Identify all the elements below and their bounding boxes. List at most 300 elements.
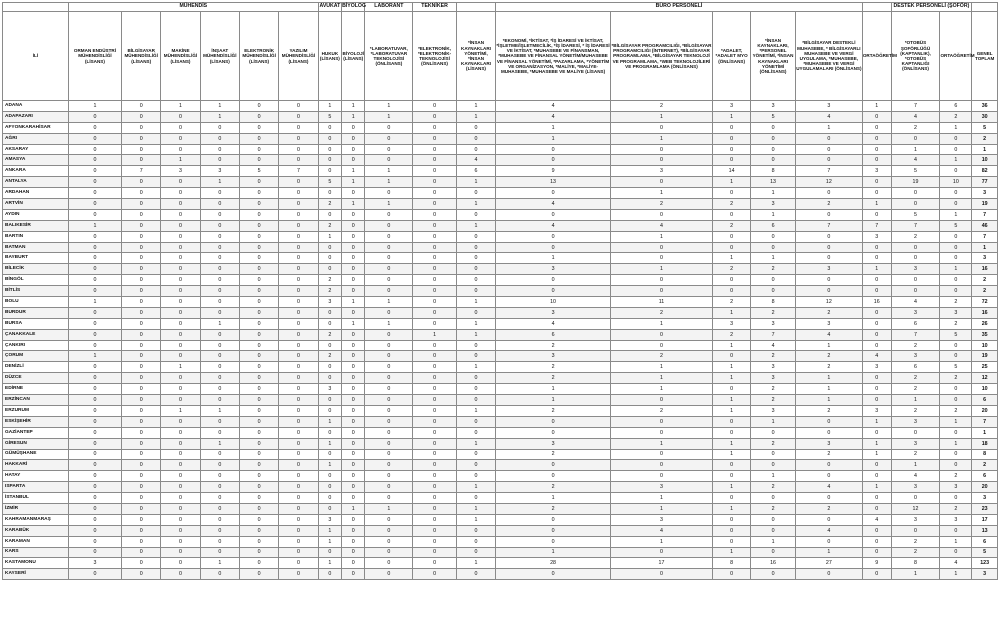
count-cell: 0	[318, 493, 341, 504]
count-cell: 1	[610, 133, 712, 144]
total-cell: 1	[972, 427, 998, 438]
total-cell: 72	[972, 297, 998, 308]
count-cell: 1	[365, 111, 413, 122]
total-cell: 3	[972, 253, 998, 264]
count-cell: 1	[456, 101, 495, 112]
count-cell: 2	[318, 351, 341, 362]
table-row	[3, 471, 998, 482]
count-cell: 4	[795, 329, 862, 340]
count-cell: 0	[940, 286, 972, 297]
count-cell: 1	[712, 177, 750, 188]
count-cell: 1	[610, 503, 712, 514]
count-cell: 0	[456, 460, 495, 471]
count-cell: 0	[122, 264, 161, 275]
count-cell: 1	[712, 503, 750, 514]
count-cell: 0	[891, 188, 940, 199]
count-cell: 12	[795, 297, 862, 308]
count-cell: 7	[891, 220, 940, 231]
count-cell: 0	[200, 373, 239, 384]
total-cell: 7	[972, 209, 998, 220]
count-cell: 0	[318, 569, 341, 580]
count-cell: 0	[318, 449, 341, 460]
count-cell: 1	[342, 177, 365, 188]
count-cell: 0	[122, 307, 161, 318]
count-cell: 0	[239, 351, 278, 362]
province-cell: İZMİR	[3, 503, 69, 514]
count-cell: 0	[795, 231, 862, 242]
count-cell: 0	[318, 503, 341, 514]
count-cell: 0	[456, 384, 495, 395]
count-cell: 0	[365, 438, 413, 449]
table-row	[3, 482, 998, 493]
count-cell: 3	[68, 558, 121, 569]
count-cell: 0	[161, 482, 200, 493]
count-cell: 0	[68, 395, 121, 406]
count-cell: 2	[891, 536, 940, 547]
table-row	[3, 449, 998, 460]
count-cell: 0	[456, 569, 495, 580]
count-cell: 0	[940, 449, 972, 460]
count-cell: 1	[751, 188, 796, 199]
count-cell: 0	[161, 177, 200, 188]
count-cell: 0	[161, 275, 200, 286]
count-cell: 0	[68, 340, 121, 351]
count-cell: 0	[68, 209, 121, 220]
count-cell: 0	[161, 199, 200, 210]
count-cell: 0	[200, 569, 239, 580]
count-cell: 0	[413, 438, 457, 449]
count-cell: 2	[610, 405, 712, 416]
count-cell: 0	[712, 133, 750, 144]
count-cell: 4	[751, 340, 796, 351]
count-cell: 4	[610, 525, 712, 536]
total-cell: 36	[972, 101, 998, 112]
province-cell: ANTALYA	[3, 177, 69, 188]
count-cell: 0	[279, 286, 318, 297]
count-cell: 3	[610, 482, 712, 493]
count-cell: 3	[891, 351, 940, 362]
column-header: BİYOLOJİ (LİSANS)	[342, 12, 365, 101]
count-cell: 0	[610, 253, 712, 264]
count-cell: 0	[496, 460, 611, 471]
count-cell: 0	[122, 427, 161, 438]
count-cell: 0	[122, 144, 161, 155]
count-cell: 0	[795, 416, 862, 427]
province-cell: BOLU	[3, 297, 69, 308]
count-cell: 0	[496, 514, 611, 525]
province-cell: KAHRAMANMARAŞ	[3, 514, 69, 525]
count-cell: 0	[342, 209, 365, 220]
count-cell: 0	[610, 547, 712, 558]
count-cell: 0	[200, 242, 239, 253]
count-cell: 5	[751, 111, 796, 122]
count-cell: 3	[496, 438, 611, 449]
count-cell: 0	[122, 155, 161, 166]
count-cell: 0	[496, 275, 611, 286]
count-cell: 0	[862, 329, 891, 340]
count-cell: 0	[413, 155, 457, 166]
count-cell: 3	[891, 264, 940, 275]
count-cell: 0	[342, 373, 365, 384]
count-cell: 11	[610, 297, 712, 308]
count-cell: 0	[365, 307, 413, 318]
count-cell: 1	[795, 122, 862, 133]
table-row	[3, 111, 998, 122]
count-cell: 1	[161, 362, 200, 373]
count-cell: 1	[318, 460, 341, 471]
count-cell: 1	[365, 166, 413, 177]
count-cell: 0	[68, 231, 121, 242]
count-cell: 0	[318, 155, 341, 166]
count-cell: 1	[862, 264, 891, 275]
count-cell: 2	[610, 101, 712, 112]
count-cell: 0	[279, 242, 318, 253]
count-cell: 0	[68, 362, 121, 373]
count-cell: 0	[940, 395, 972, 406]
count-cell: 0	[239, 460, 278, 471]
count-cell: 0	[200, 503, 239, 514]
count-cell: 0	[122, 188, 161, 199]
count-cell: 0	[161, 525, 200, 536]
count-cell: 0	[318, 253, 341, 264]
count-cell: 4	[891, 155, 940, 166]
count-cell: 0	[200, 155, 239, 166]
count-cell: 0	[751, 460, 796, 471]
count-cell: 0	[161, 122, 200, 133]
count-cell: 0	[161, 307, 200, 318]
table-row	[3, 209, 998, 220]
count-cell: 0	[68, 493, 121, 504]
count-cell: 0	[342, 471, 365, 482]
count-cell: 2	[712, 220, 750, 231]
count-cell: 0	[122, 471, 161, 482]
count-cell: 1	[712, 395, 750, 406]
total-cell: 7	[972, 231, 998, 242]
count-cell: 0	[68, 286, 121, 297]
count-cell: 3	[318, 514, 341, 525]
count-cell: 0	[365, 351, 413, 362]
count-cell: 0	[795, 493, 862, 504]
count-cell: 0	[161, 111, 200, 122]
count-cell: 0	[68, 242, 121, 253]
column-header: İNŞAAT MÜHENDİSLİĞİ (LİSANS)	[200, 12, 239, 101]
count-cell: 0	[365, 188, 413, 199]
count-cell: 0	[318, 373, 341, 384]
count-cell: 0	[413, 514, 457, 525]
count-cell: 0	[862, 177, 891, 188]
count-cell: 1	[891, 569, 940, 580]
count-cell: 3	[862, 231, 891, 242]
table-row	[3, 297, 998, 308]
count-cell: 0	[161, 547, 200, 558]
count-cell: 0	[413, 340, 457, 351]
count-cell: 2	[940, 318, 972, 329]
count-cell: 0	[712, 275, 750, 286]
count-cell: 0	[365, 416, 413, 427]
count-cell: 1	[891, 395, 940, 406]
count-cell: 0	[68, 536, 121, 547]
count-cell: 0	[413, 133, 457, 144]
count-cell: 0	[456, 547, 495, 558]
count-cell: 0	[940, 460, 972, 471]
count-cell: 3	[891, 307, 940, 318]
count-cell: 0	[279, 416, 318, 427]
count-cell: 0	[161, 242, 200, 253]
count-cell: 1	[456, 558, 495, 569]
count-cell: 0	[413, 547, 457, 558]
province-cell: EDİRNE	[3, 384, 69, 395]
count-cell: 0	[239, 449, 278, 460]
count-cell: 0	[161, 558, 200, 569]
count-cell: 0	[456, 253, 495, 264]
count-cell: 0	[200, 188, 239, 199]
count-cell: 0	[279, 155, 318, 166]
count-cell: 0	[456, 351, 495, 362]
table-body	[3, 101, 998, 580]
count-cell: 4	[795, 525, 862, 536]
count-cell: 0	[279, 253, 318, 264]
table-row	[3, 503, 998, 514]
count-cell: 0	[161, 188, 200, 199]
column-header: MAKİNE MÜHENDİSLİĞİ (LİSANS)	[161, 12, 200, 101]
count-cell: 0	[365, 264, 413, 275]
count-cell: 1	[342, 101, 365, 112]
count-cell: 0	[279, 493, 318, 504]
province-cell: ISPARTA	[3, 482, 69, 493]
count-cell: 0	[239, 199, 278, 210]
count-cell: 0	[318, 264, 341, 275]
count-cell: 1	[795, 373, 862, 384]
count-cell: 3	[940, 482, 972, 493]
count-cell: 0	[795, 133, 862, 144]
count-cell: 0	[239, 133, 278, 144]
count-cell: 0	[862, 144, 891, 155]
count-cell: 2	[496, 340, 611, 351]
group-header	[456, 3, 495, 12]
count-cell: 2	[795, 362, 862, 373]
count-cell: 0	[751, 525, 796, 536]
count-cell: 0	[496, 416, 611, 427]
count-cell: 0	[342, 188, 365, 199]
count-cell: 0	[365, 395, 413, 406]
count-cell: 2	[610, 199, 712, 210]
count-cell: 0	[413, 416, 457, 427]
count-cell: 4	[795, 111, 862, 122]
total-cell: 46	[972, 220, 998, 231]
count-cell: 13	[496, 177, 611, 188]
count-cell: 0	[712, 188, 750, 199]
count-cell: 0	[122, 101, 161, 112]
count-cell: 0	[940, 242, 972, 253]
column-header: *İNSAN KAYNAKLARI YÖNETİMİ, *İNSAN KAYNAKLARI (LİSANS)	[456, 12, 495, 101]
count-cell: 0	[862, 111, 891, 122]
count-cell: 0	[122, 547, 161, 558]
count-cell: 0	[122, 286, 161, 297]
count-cell: 0	[122, 395, 161, 406]
count-cell: 1	[795, 384, 862, 395]
count-cell: 0	[68, 166, 121, 177]
count-cell: 0	[862, 188, 891, 199]
count-cell: 0	[342, 122, 365, 133]
count-cell: 0	[68, 307, 121, 318]
count-cell: 0	[68, 199, 121, 210]
count-cell: 0	[891, 133, 940, 144]
province-cell: GİRESUN	[3, 438, 69, 449]
count-cell: 0	[712, 209, 750, 220]
province-cell: ANKARA	[3, 166, 69, 177]
count-cell: 5	[239, 166, 278, 177]
count-cell: 0	[318, 427, 341, 438]
count-cell: 0	[413, 199, 457, 210]
count-cell: 0	[122, 122, 161, 133]
count-cell: 1	[365, 503, 413, 514]
count-cell: 0	[795, 569, 862, 580]
count-cell: 0	[68, 275, 121, 286]
count-cell: 0	[413, 101, 457, 112]
count-cell: 5	[940, 362, 972, 373]
count-cell: 3	[751, 405, 796, 416]
count-cell: 6	[751, 220, 796, 231]
count-cell: 1	[456, 111, 495, 122]
count-cell: 1	[862, 482, 891, 493]
count-cell: 0	[413, 351, 457, 362]
count-cell: 0	[68, 188, 121, 199]
count-cell: 0	[610, 275, 712, 286]
count-cell: 0	[496, 569, 611, 580]
count-cell: 0	[161, 569, 200, 580]
count-cell: 0	[279, 514, 318, 525]
count-cell: 0	[365, 558, 413, 569]
count-cell: 0	[751, 514, 796, 525]
count-cell: 0	[239, 471, 278, 482]
count-cell: 13	[751, 177, 796, 188]
count-cell: 1	[68, 220, 121, 231]
count-cell: 0	[122, 231, 161, 242]
column-header: GENEL TOPLAM	[972, 12, 998, 101]
province-cell: BATMAN	[3, 242, 69, 253]
count-cell: 2	[496, 405, 611, 416]
count-cell: 0	[413, 449, 457, 460]
count-cell: 0	[239, 155, 278, 166]
count-cell: 3	[862, 166, 891, 177]
count-cell: 3	[795, 318, 862, 329]
count-cell: 2	[940, 111, 972, 122]
count-cell: 0	[68, 460, 121, 471]
count-cell: 0	[712, 416, 750, 427]
count-cell: 0	[200, 133, 239, 144]
count-cell: 0	[862, 209, 891, 220]
count-cell: 1	[342, 199, 365, 210]
count-cell: 0	[68, 569, 121, 580]
province-cell: AYDIN	[3, 209, 69, 220]
count-cell: 1	[68, 297, 121, 308]
count-cell: 0	[862, 340, 891, 351]
total-cell: 13	[972, 525, 998, 536]
count-cell: 1	[365, 318, 413, 329]
count-cell: 0	[891, 199, 940, 210]
count-cell: 0	[496, 525, 611, 536]
count-cell: 1	[862, 101, 891, 112]
count-cell: 0	[161, 220, 200, 231]
count-cell: 0	[239, 384, 278, 395]
count-cell: 1	[891, 460, 940, 471]
column-header: *ELEKTRONİK, *ELEKTRONİK-TEKNOLOJİSİ (ÖNLİSANS)	[413, 12, 457, 101]
count-cell: 7	[751, 329, 796, 340]
count-cell: 0	[122, 329, 161, 340]
count-cell: 1	[751, 253, 796, 264]
count-cell: 1	[161, 155, 200, 166]
count-cell: 0	[413, 384, 457, 395]
count-cell: 2	[318, 220, 341, 231]
count-cell: 1	[712, 373, 750, 384]
count-cell: 0	[610, 144, 712, 155]
count-cell: 0	[862, 275, 891, 286]
province-cell: ARTVİN	[3, 199, 69, 210]
count-cell: 3	[940, 307, 972, 318]
count-cell: 0	[122, 558, 161, 569]
count-cell: 1	[712, 253, 750, 264]
count-cell: 1	[496, 395, 611, 406]
table-row	[3, 166, 998, 177]
table-row	[3, 177, 998, 188]
count-cell: 0	[161, 253, 200, 264]
count-cell: 0	[342, 438, 365, 449]
table-row	[3, 253, 998, 264]
count-cell: 0	[610, 460, 712, 471]
count-cell: 0	[795, 144, 862, 155]
count-cell: 1	[318, 438, 341, 449]
count-cell: 12	[795, 177, 862, 188]
count-cell: 14	[712, 166, 750, 177]
count-cell: 0	[342, 482, 365, 493]
count-cell: 0	[122, 133, 161, 144]
table-row	[3, 416, 998, 427]
count-cell: 0	[161, 264, 200, 275]
count-cell: 0	[365, 471, 413, 482]
count-cell: 4	[496, 101, 611, 112]
count-cell: 4	[496, 111, 611, 122]
count-cell: 1	[940, 416, 972, 427]
count-cell: 1	[610, 318, 712, 329]
count-cell: 1	[496, 253, 611, 264]
province-cell: BİNGÖL	[3, 275, 69, 286]
count-cell: 2	[751, 438, 796, 449]
count-cell: 0	[862, 122, 891, 133]
count-cell: 0	[161, 514, 200, 525]
count-cell: 0	[279, 460, 318, 471]
count-cell: 0	[456, 525, 495, 536]
count-cell: 0	[279, 209, 318, 220]
count-cell: 3	[610, 514, 712, 525]
count-cell: 0	[318, 209, 341, 220]
total-cell: 2	[972, 133, 998, 144]
table-row	[3, 220, 998, 231]
count-cell: 0	[161, 209, 200, 220]
province-cell: KARS	[3, 547, 69, 558]
count-cell: 0	[751, 133, 796, 144]
count-cell: 0	[365, 253, 413, 264]
count-cell: 0	[161, 427, 200, 438]
count-cell: 0	[413, 427, 457, 438]
total-cell: 3	[972, 188, 998, 199]
count-cell: 0	[342, 449, 365, 460]
count-cell: 0	[610, 122, 712, 133]
count-cell: 0	[122, 416, 161, 427]
count-cell: 0	[161, 133, 200, 144]
count-cell: 1	[496, 133, 611, 144]
count-cell: 1	[342, 111, 365, 122]
count-cell: 0	[161, 297, 200, 308]
